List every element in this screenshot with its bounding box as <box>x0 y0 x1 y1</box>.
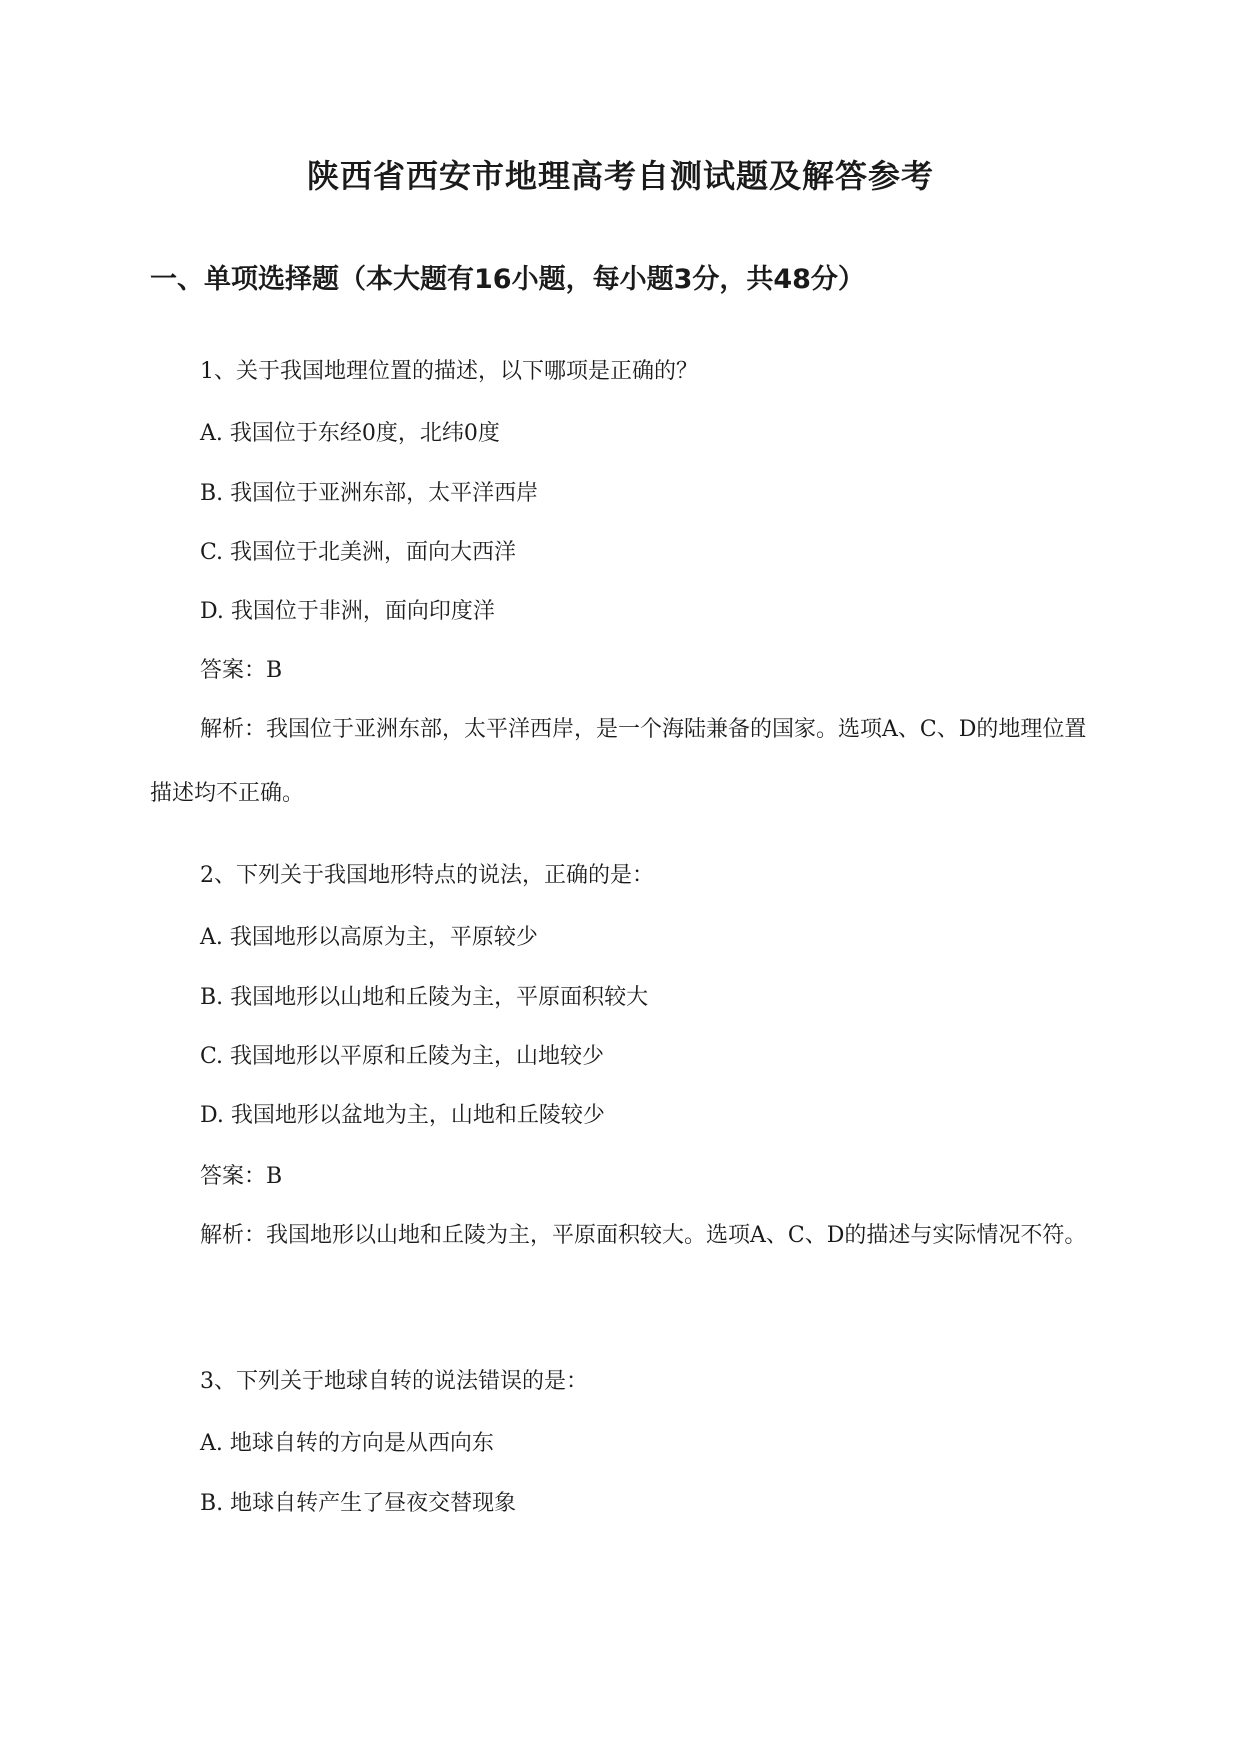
explanation: 解析：我国地形以山地和丘陵为主，平原面积较大。选项A、C、D的描述与实际情况不符。 <box>200 1223 1087 1248</box>
option-a: A. 地球自转的方向是从西向东 <box>200 1431 494 1456</box>
option-a: A. 我国地形以高原为主，平原较少 <box>200 925 538 950</box>
question-stem: 3、下列关于地球自转的说法错误的是： <box>200 1369 588 1394</box>
option-b: B. 我国位于亚洲东部，太平洋西岸 <box>200 481 539 506</box>
option-b: B. 地球自转产生了昼夜交替现象 <box>200 1491 517 1516</box>
option-c: C. 我国位于北美洲，面向大西洋 <box>200 540 517 565</box>
section-heading: 一、单项选择题（本大题有16小题，每小题3分，共48分） <box>150 264 865 295</box>
option-a: A. 我国位于东经0度，北纬0度 <box>200 421 500 446</box>
explanation: 解析：我国位于亚洲东部，太平洋西岸，是一个海陆兼备的国家。选项A、C、D的地理位置描述均不正确。 <box>150 717 1087 806</box>
option-c: C. 我国地形以平原和丘陵为主，山地较少 <box>200 1044 605 1069</box>
question-stem: 2、下列关于我国地形特点的说法，正确的是： <box>200 863 654 888</box>
option-d: D. 我国地形以盆地为主，山地和丘陵较少 <box>200 1103 605 1128</box>
option-b: B. 我国地形以山地和丘陵为主，平原面积较大 <box>200 985 649 1010</box>
option-d: D. 我国位于非洲，面向印度洋 <box>200 599 495 624</box>
answer: 答案：B <box>200 658 283 683</box>
answer: 答案：B <box>200 1164 283 1189</box>
document-title: 陕西省西安市地理高考自测试题及解答参考 <box>306 157 934 195</box>
question-stem: 1、关于我国地理位置的描述，以下哪项是正确的？ <box>200 359 698 384</box>
